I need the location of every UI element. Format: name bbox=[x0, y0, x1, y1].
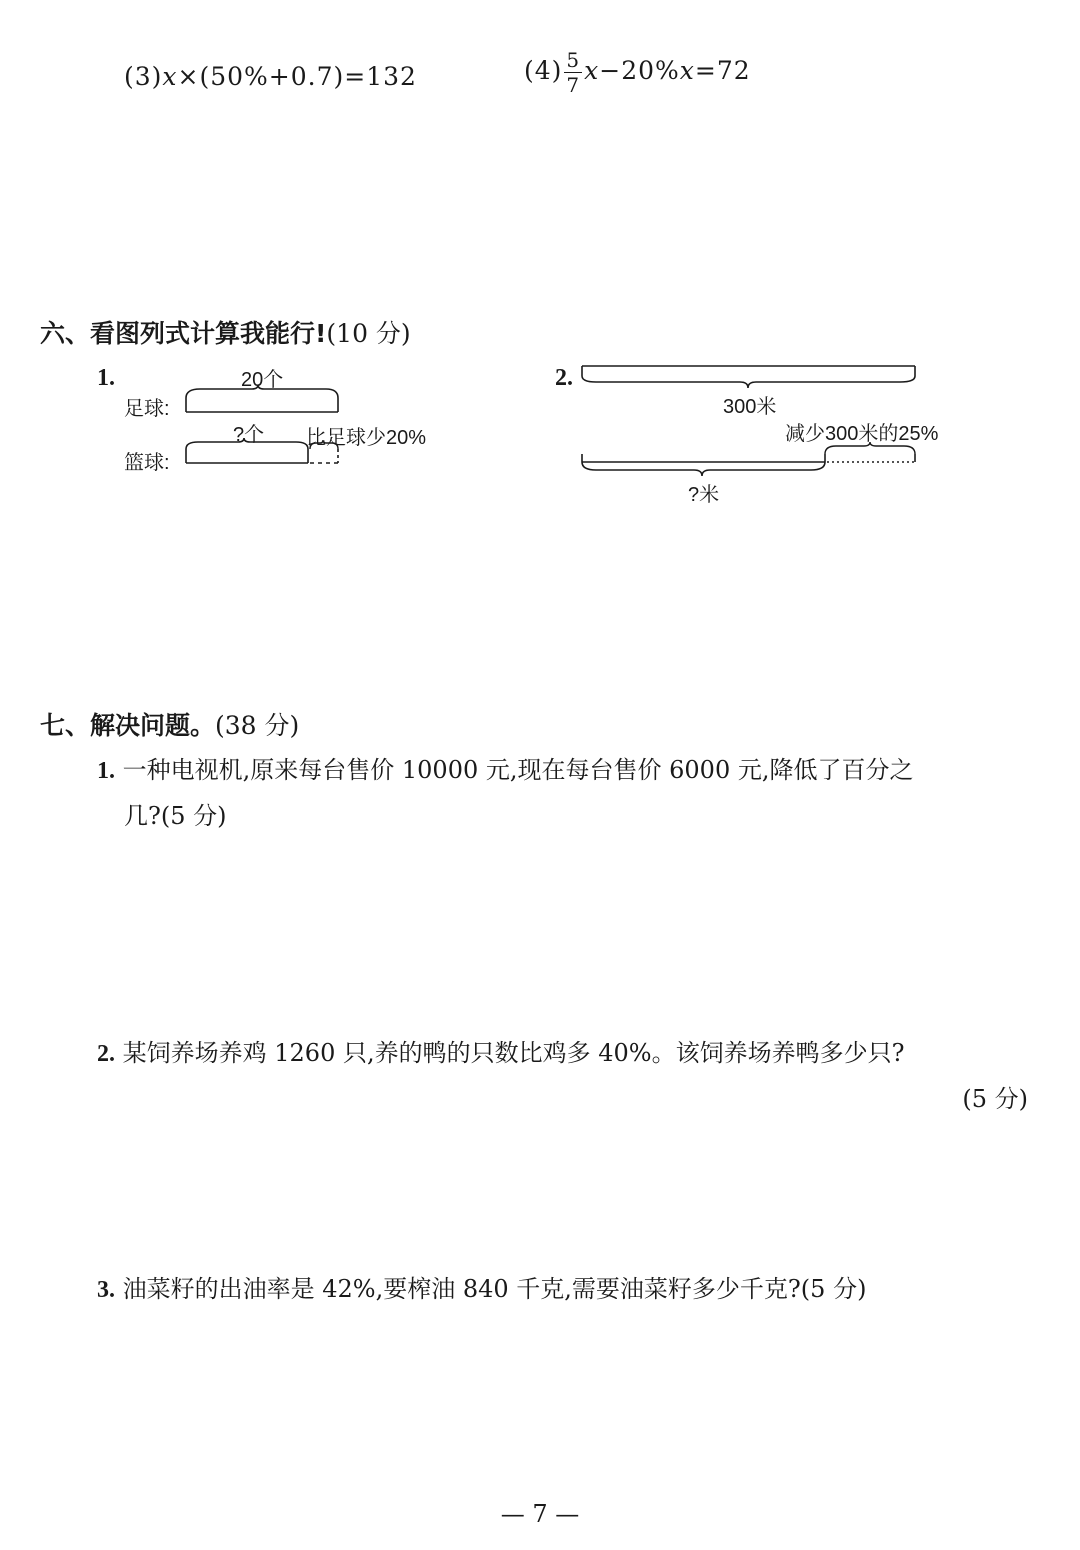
diagram-1-mid-brace bbox=[186, 438, 308, 449]
total-brace bbox=[582, 376, 915, 388]
diagram-2-reduce-label: 减少300米的25% bbox=[785, 423, 939, 445]
fraction-denominator: 7 bbox=[566, 73, 581, 97]
equation-3 bbox=[124, 62, 417, 91]
diagram-1-row-football-label: 足球: bbox=[124, 398, 170, 420]
question-3-line-1: 油菜籽的出油率是 42%,要榨油 840 千克,需要油菜籽多少千克?(5 分) bbox=[122, 1275, 867, 1303]
question-1-line-2: 几?(5 分) bbox=[124, 802, 227, 830]
diagram-1-unknown-label: ?个 bbox=[233, 424, 265, 446]
question-1-number: 1. bbox=[97, 758, 115, 784]
diagram-1-difference-label: 比足球少20% bbox=[306, 427, 427, 449]
section-6-score: (10 分) bbox=[326, 319, 411, 348]
equation-3-variable: x bbox=[162, 62, 178, 91]
diagram-1-small-brace bbox=[310, 440, 338, 449]
section-7-heading bbox=[40, 706, 299, 742]
remaining-brace bbox=[582, 462, 825, 476]
equation-4-variable-2: x bbox=[679, 56, 695, 85]
question-2-number: 2. bbox=[97, 1041, 115, 1067]
diagram-1-total-label: 20个 bbox=[241, 369, 284, 391]
equation-4-tail: =72 bbox=[694, 56, 751, 85]
equation-3-body: ×(50%+0.7)=132 bbox=[177, 62, 417, 91]
diagram-1-graphic bbox=[180, 385, 350, 470]
question-1-line-1: 一种电视机,原来每台售价 10000 元,现在每台售价 6000 元,降低了百分之 bbox=[122, 756, 914, 784]
page-number: — 7 — bbox=[500, 1500, 580, 1528]
question-1-continued bbox=[124, 793, 227, 839]
section-6-heading bbox=[40, 314, 411, 350]
diagram-1-row-basketball-label: 篮球: bbox=[124, 452, 170, 474]
question-2-line-1: 某饲养场养鸡 1260 只,养的鸭的只数比鸡多 40%。该饲养场养鸭多少只? bbox=[122, 1039, 905, 1067]
diagram-1-number: 1. bbox=[97, 365, 115, 391]
equation-4-fraction bbox=[564, 50, 582, 95]
equation-4-variable-1: x bbox=[584, 56, 600, 85]
section-7-score: (38 分) bbox=[215, 711, 300, 740]
diagram-2-number: 2. bbox=[555, 365, 573, 391]
fraction-numerator: 5 bbox=[566, 48, 581, 72]
equation-4-index: (4) bbox=[524, 56, 563, 85]
equation-4-mid: −20% bbox=[599, 56, 680, 85]
diagram-2-total-label: 300米 bbox=[723, 396, 777, 418]
diagram-2-answer-label: ?米 bbox=[688, 484, 720, 506]
question-2-score: (5 分) bbox=[962, 1085, 1028, 1113]
equation-4 bbox=[524, 50, 751, 95]
question-3 bbox=[97, 1266, 866, 1313]
section-6-title: 六、看图列式计算我能行! bbox=[40, 319, 327, 348]
question-2 bbox=[97, 1030, 904, 1077]
question-1 bbox=[97, 747, 913, 794]
section-7-title: 七、解决问题。 bbox=[40, 711, 216, 740]
diagram-1-top-brace bbox=[186, 385, 338, 398]
question-3-number: 3. bbox=[97, 1277, 115, 1303]
equation-3-index: (3) bbox=[124, 62, 163, 91]
